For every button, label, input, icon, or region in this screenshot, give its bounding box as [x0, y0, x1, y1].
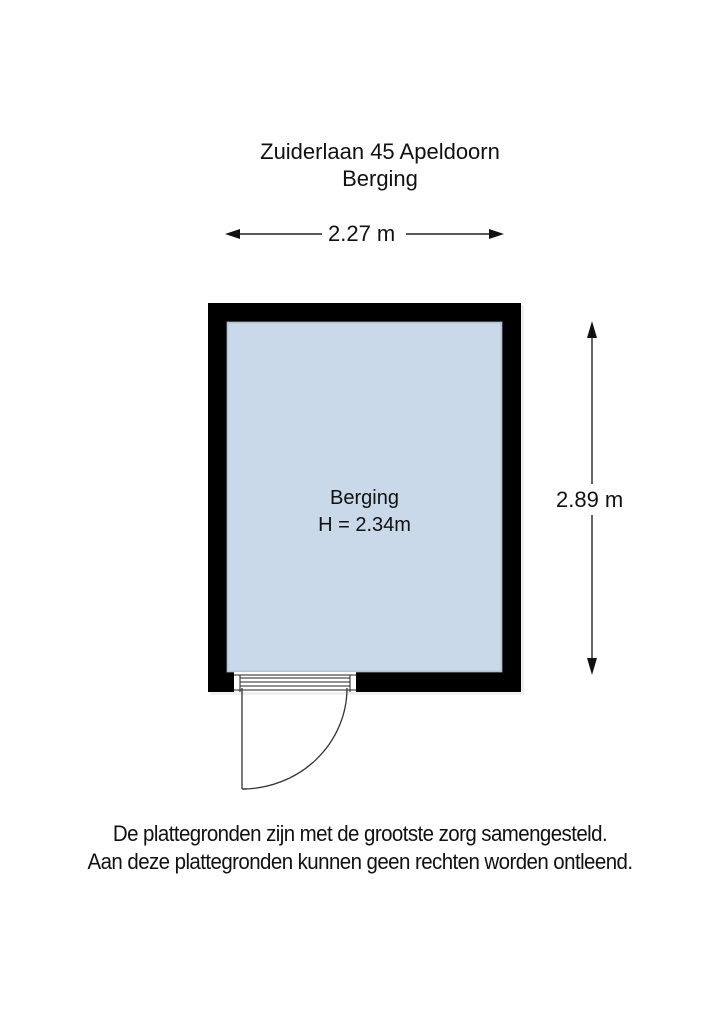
arrow-up-icon — [587, 321, 597, 338]
room-ceiling-height-label: H = 2.34m — [318, 514, 411, 536]
arrow-down-icon — [587, 658, 597, 675]
door-swing — [242, 688, 347, 789]
arrow-right-icon — [489, 229, 504, 239]
width-dimension-label: 2.27 m — [328, 221, 396, 246]
door-frame — [234, 672, 356, 692]
disclaimer-line-2: Aan deze plattegronden kunnen geen rechten worden ontleend. — [87, 849, 633, 874]
height-dimension-label: 2.89 m — [556, 485, 623, 515]
arrow-left-icon — [225, 229, 240, 239]
room-name-label: Berging — [330, 487, 399, 509]
address-title: Zuiderlaan 45 Apeldoorn — [260, 139, 500, 164]
disclaimer-line-1: De plattegronden zijn met de grootste zorg samengesteld. — [112, 821, 608, 846]
floor-title: Berging — [342, 166, 418, 191]
